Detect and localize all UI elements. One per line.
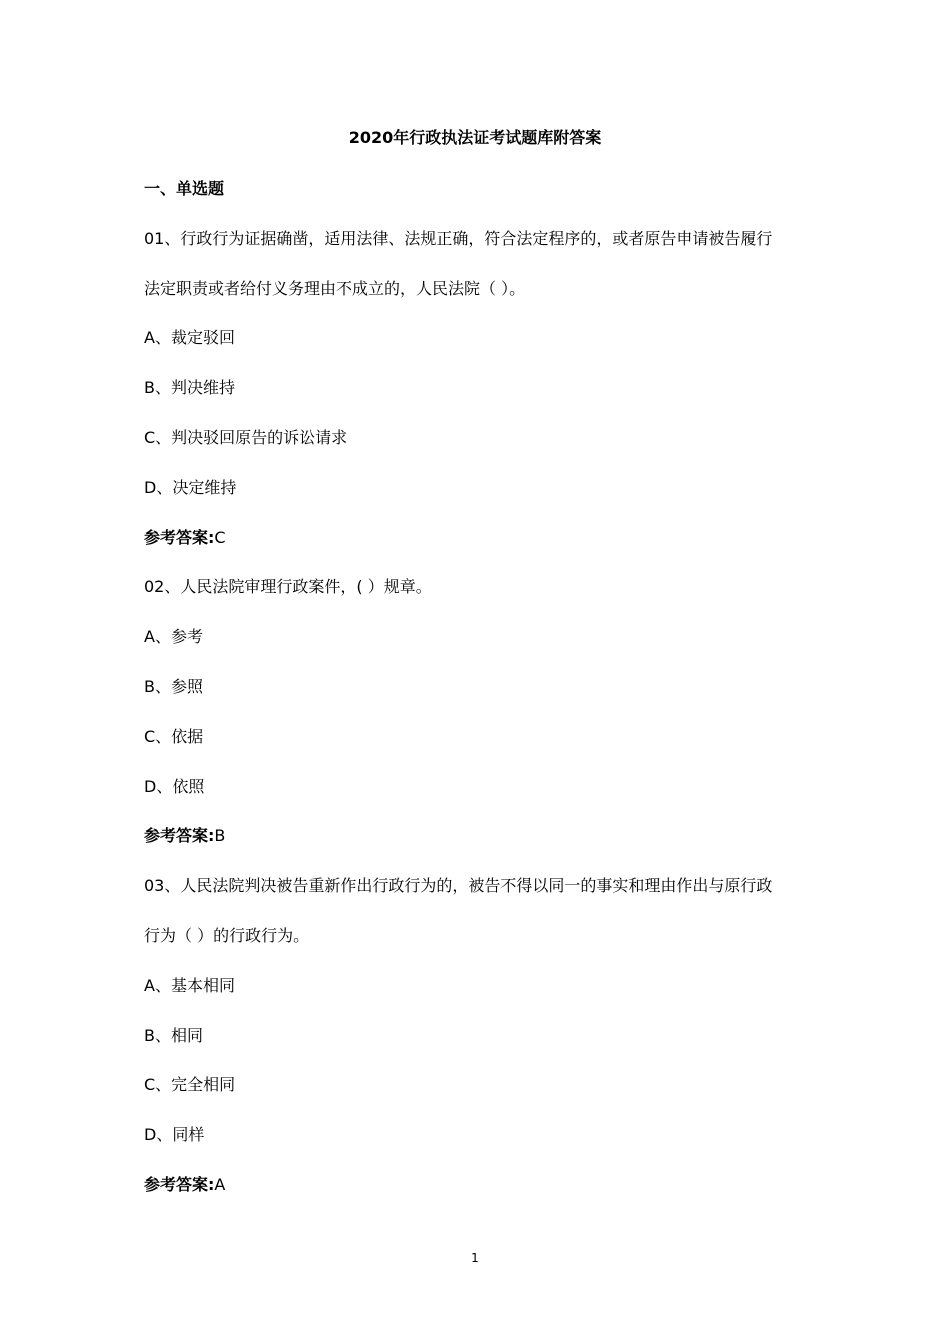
answer-label: 参考答案: <box>144 826 215 845</box>
question-01-option-c: C、判决驳回原告的诉讼请求 <box>144 428 348 447</box>
answer-label: 参考答案: <box>144 1175 215 1194</box>
question-01-option-d: D、决定维持 <box>144 478 237 497</box>
page-number: 1 <box>471 1251 479 1265</box>
question-01-option-b: B、判决维持 <box>144 378 235 397</box>
answer-label: 参考答案: <box>144 528 215 547</box>
question-01-option-a: A、裁定驳回 <box>144 328 235 347</box>
question-03-answer <box>144 1174 824 1196</box>
question-01-text-line-1: 01、行政行为证据确凿，适用法律、法规正确，符合法定程序的，或者原告申请被告履行 <box>144 229 773 248</box>
question-03-text-line-1: 03、人民法院判决被告重新作出行政行为的，被告不得以同一的事实和理由作出与原行政 <box>144 876 773 895</box>
question-03-text-line-2: 行为（ ）的行政行为。 <box>144 926 310 945</box>
question-03-option-a: A、基本相同 <box>144 976 235 995</box>
question-03-option-d: D、同样 <box>144 1125 205 1144</box>
question-01-text-line-2: 法定职责或者给付义务理由不成立的，人民法院（ ）。 <box>144 279 526 298</box>
question-02-option-a: A、参考 <box>144 627 203 646</box>
question-03-option-b: B、相同 <box>144 1026 203 1045</box>
question-02-answer <box>144 825 824 847</box>
question-03-option-c: C、完全相同 <box>144 1075 236 1094</box>
answer-value: B <box>214 826 226 845</box>
answer-value: A <box>214 1175 226 1194</box>
question-02-option-b: B、参照 <box>144 677 203 696</box>
section-heading: 一、单选题 <box>144 179 225 198</box>
document-title: 2020年行政执法证考试题库附答案 <box>348 128 602 147</box>
question-02-text-line-1: 02、人民法院审理行政案件，( ）规章。 <box>144 577 432 596</box>
question-02-option-c: C、依据 <box>144 727 204 746</box>
question-02-option-d: D、依照 <box>144 777 205 796</box>
answer-value: C <box>214 528 226 547</box>
question-01-answer <box>144 527 824 549</box>
